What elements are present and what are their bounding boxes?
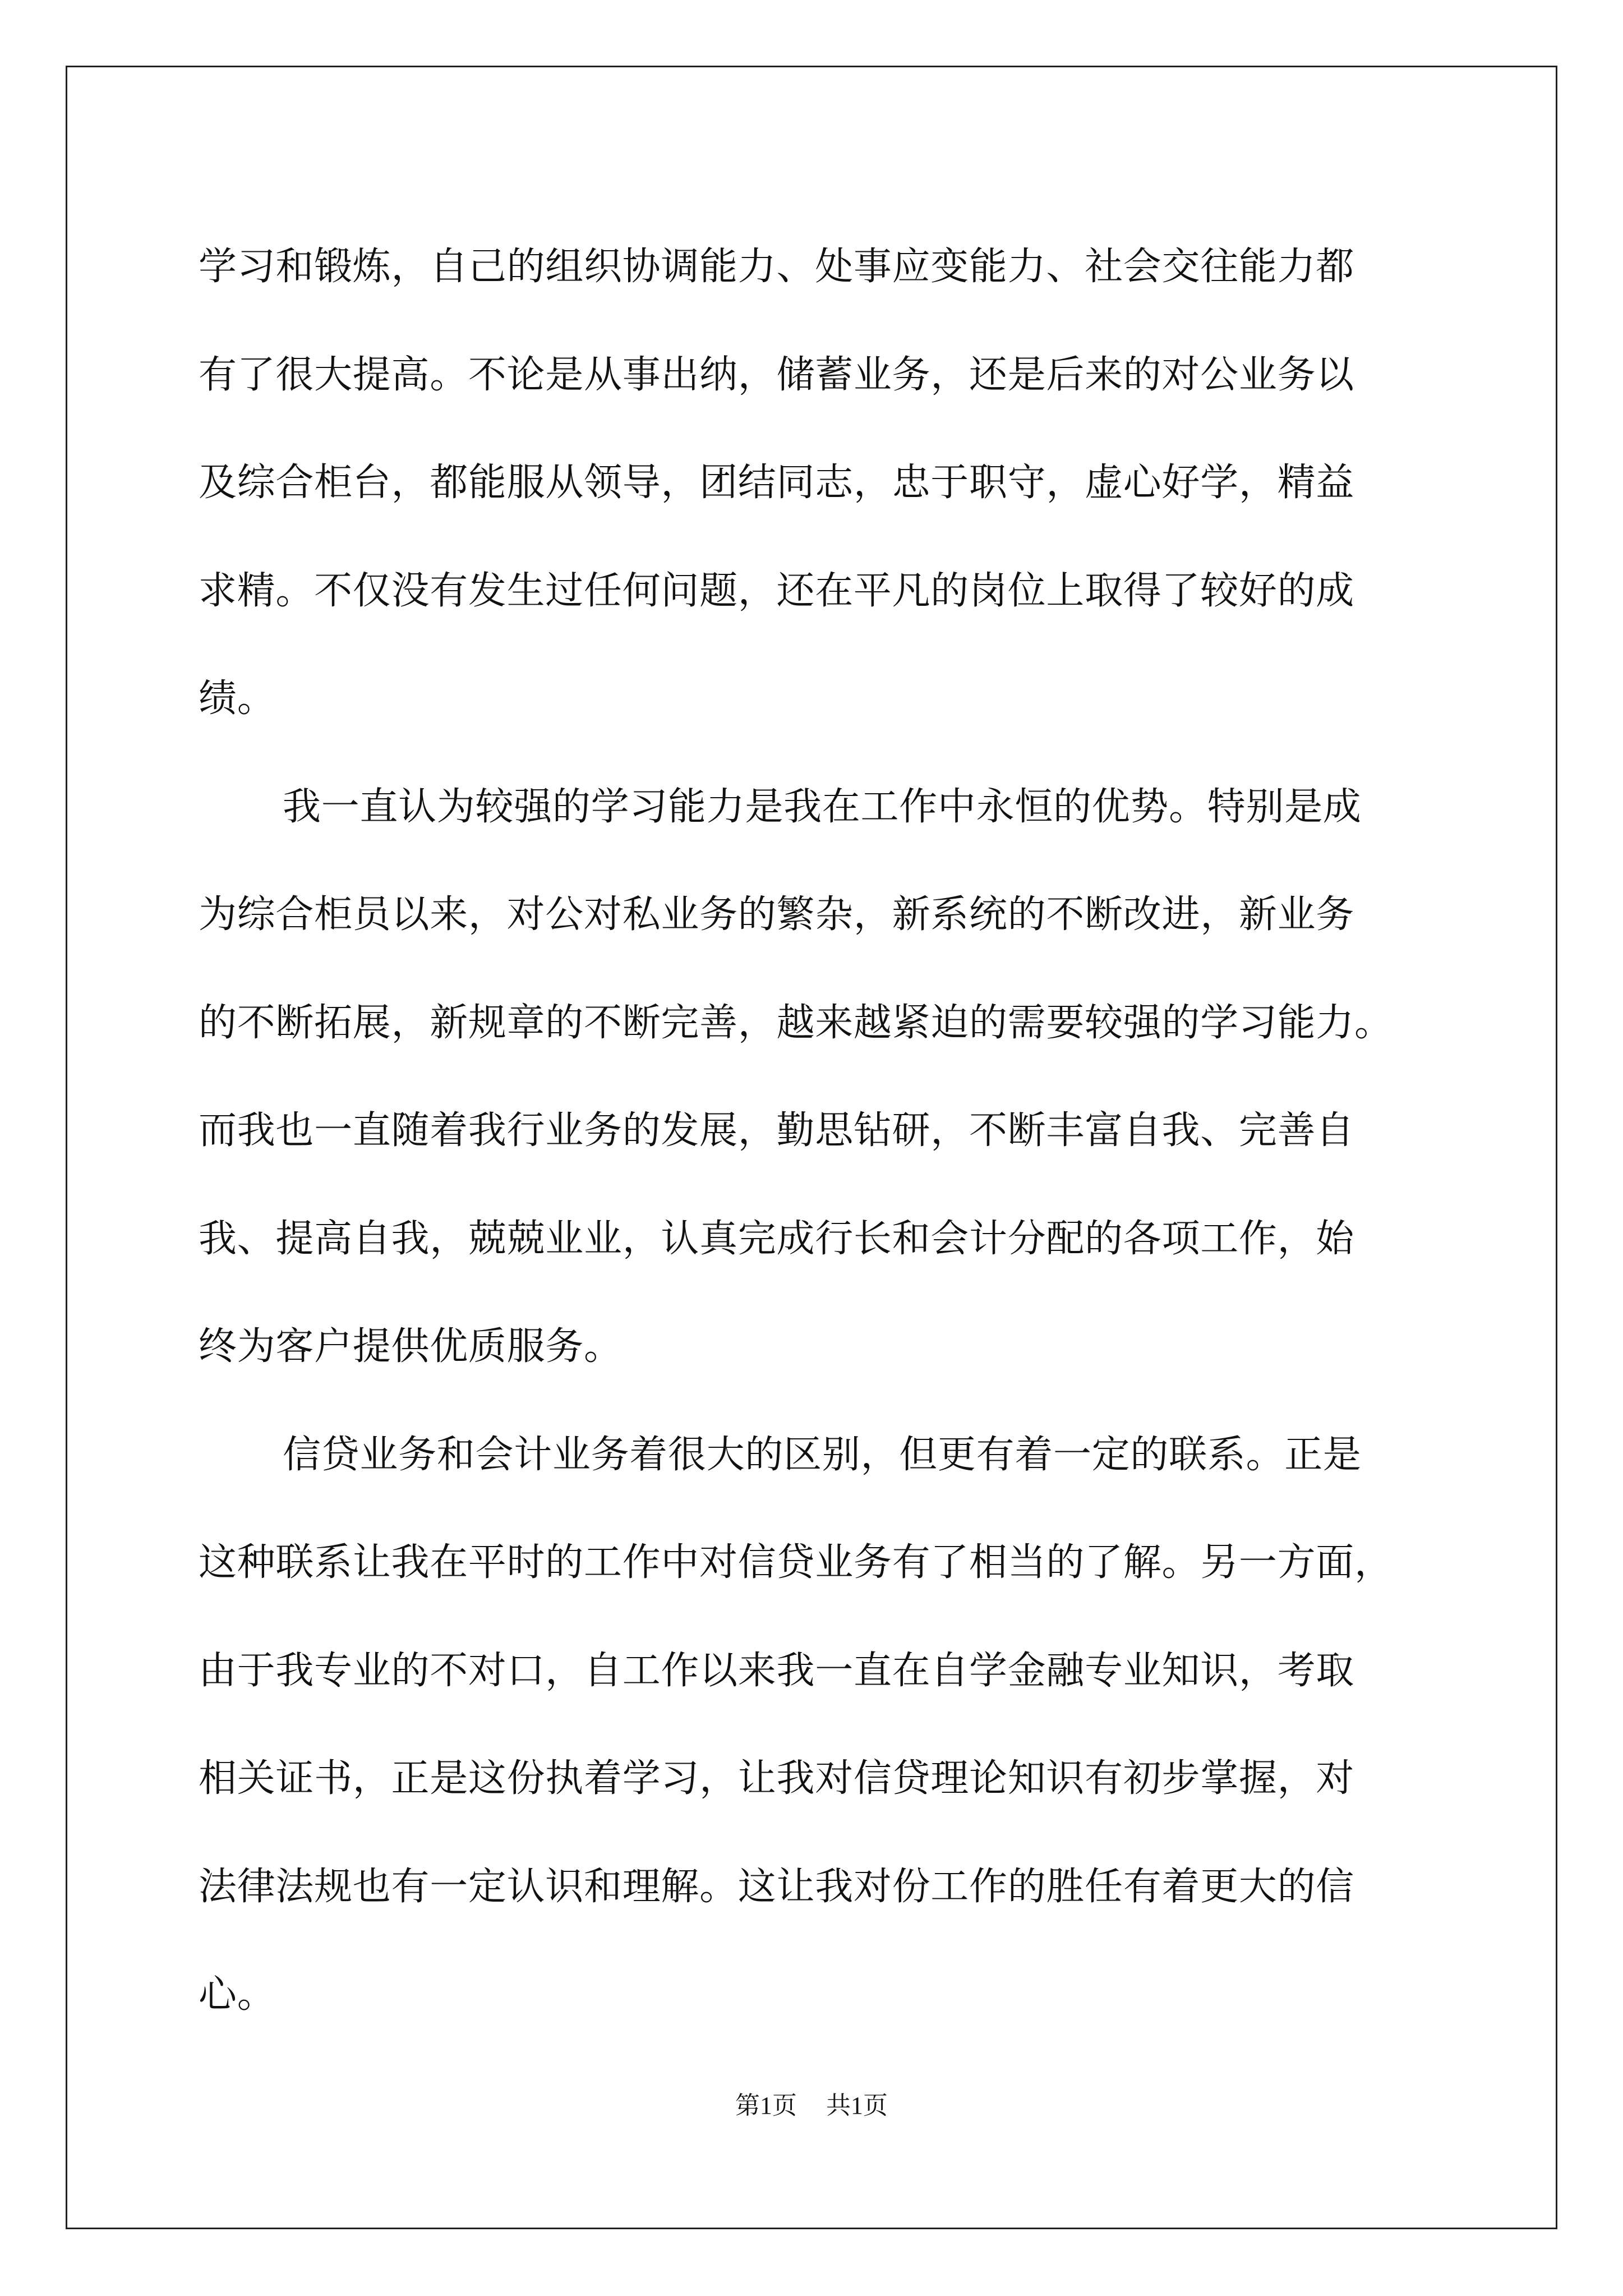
- text-line: 我、提高自我，兢兢业业，认真完成行长和会计分配的各项工作，始: [199, 1216, 1355, 1261]
- text-line: 求精。不仅没有发生过任何问题，还在平凡的岗位上取得了较好的成: [199, 568, 1355, 613]
- text-line: 终为客户提供优质服务。: [199, 1324, 623, 1369]
- page-number: 第1页: [735, 2092, 797, 2119]
- text-line: 这种联系让我在平时的工作中对信贷业务有了相当的了解。另一方面，: [199, 1540, 1393, 1585]
- total-pages: 共1页: [826, 2092, 888, 2119]
- text-line: 法律法规也有一定认识和理解。这让我对份工作的胜任有着更大的信: [199, 1864, 1355, 1909]
- text-line: 绩。: [199, 677, 276, 721]
- paragraph-first-line: 信贷业务和会计业务着很大的区别，但更有着一定的联系。正是: [283, 1432, 1362, 1477]
- text-line: 由于我专业的不对口，自工作以来我一直在自学金融专业知识，考取: [199, 1648, 1355, 1693]
- text-line: 有了很大提高。不论是从事出纳，储蓄业务，还是后来的对公业务以: [199, 352, 1355, 397]
- text-line: 相关证书，正是这份执着学习，让我对信贷理论知识有初步掌握，对: [199, 1756, 1355, 1801]
- text-line: 而我也一直随着我行业务的发展，勤思钻研，不断丰富自我、完善自: [199, 1108, 1355, 1153]
- page-footer: [0, 2089, 1623, 2123]
- text-line: 心。: [199, 1972, 276, 2017]
- document-body: [199, 213, 1466, 2049]
- text-line: 为综合柜员以来，对公对私业务的繁杂，新系统的不断改进，新业务: [199, 892, 1355, 937]
- text-line: 的不断拓展，新规章的不断完善，越来越紧迫的需要较强的学习能力。: [199, 1000, 1393, 1045]
- paragraph-first-line: 我一直认为较强的学习能力是我在工作中永恒的优势。特别是成: [283, 784, 1362, 829]
- text-line: 学习和锻炼，自己的组织协调能力、处事应变能力、社会交往能力都: [199, 245, 1355, 289]
- text-line: 及综合柜台，都能服从领导，团结同志，忠于职守，虚心好学，精益: [199, 461, 1355, 505]
